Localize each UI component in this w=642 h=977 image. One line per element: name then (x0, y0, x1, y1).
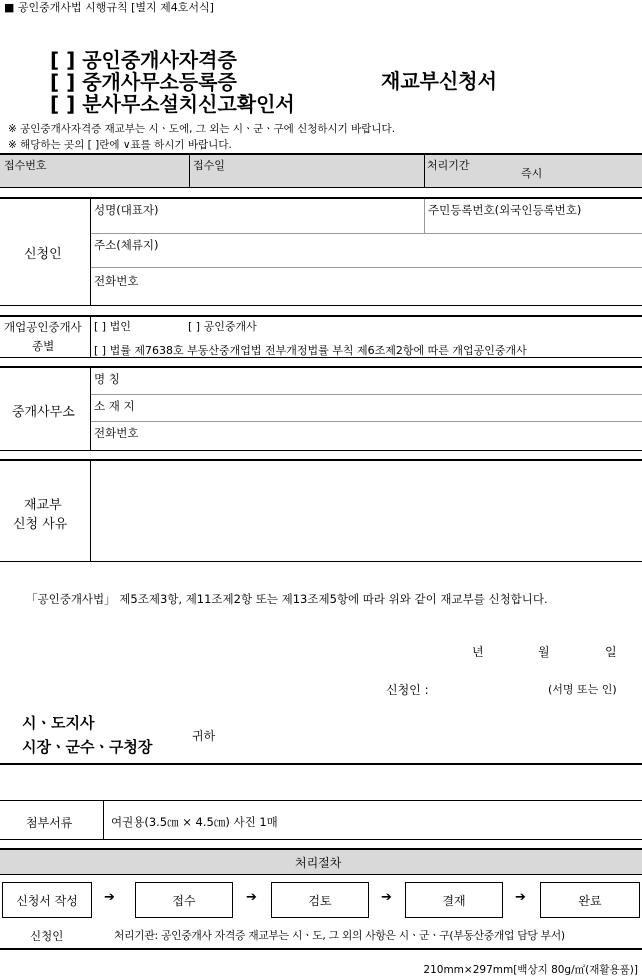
date-month-label[interactable]: 월 (538, 645, 550, 659)
procedure-step-application: 신청서 작성 (2, 882, 92, 918)
type-option-licensed-agent[interactable]: [ ] 공인중개사 (188, 320, 257, 333)
title-option-branch: [ ] 분사무소설치신고확인서 (50, 92, 295, 116)
arrow-right-icon: ➔ (515, 890, 526, 905)
applicant-name-label[interactable]: 성명(대표자) (94, 203, 159, 217)
receipt-date-label: 접수일 (193, 159, 225, 172)
procedure-title: 처리절차 (295, 856, 342, 870)
type-option-law-7638[interactable]: [ ] 법률 제7638호 부동산중개업법 전부개정법률 부칙 제6조제2항에 따른 개업공인중개사 (94, 344, 527, 357)
attachments-value: 여권용(3.5㎝ × 4.5㎝) 사진 1매 (111, 815, 278, 829)
title-option-registration: [ ] 중개사무소등록증 (50, 70, 237, 94)
arrow-right-icon: ➔ (381, 890, 392, 905)
applicant-id-label[interactable]: 주민등록번호(외국인등록번호) (428, 203, 582, 217)
reason-input-area[interactable] (91, 461, 642, 561)
signature-note[interactable]: (서명 또는 인) (548, 683, 617, 696)
receipt-row (0, 154, 642, 187)
office-location-label[interactable]: 소 재 지 (94, 399, 135, 413)
attachments-label: 첨부서류 (26, 816, 73, 830)
procedure-step-approval: 결재 (405, 882, 503, 918)
receipt-number-label: 접수번호 (4, 159, 47, 172)
procedure-step-receipt: 접수 (135, 882, 233, 918)
paper-spec: 210mm×297mm[백상지 80g/㎡(재활용품)] (423, 964, 638, 976)
office-name-label[interactable]: 명 칭 (94, 372, 120, 386)
type-section-label-2: 종별 (32, 339, 55, 353)
form-reference: ■ 공인중개사법 시행규칙 [별지 제4호서식] (4, 1, 214, 14)
type-option-corporation[interactable]: [ ] 법인 (94, 320, 131, 333)
arrow-right-icon: ➔ (104, 890, 115, 905)
reason-label-2: 신청 사유 (13, 517, 68, 532)
type-section-label-1: 개업공인중개사 (4, 320, 82, 334)
recipient-line-1: 시ㆍ도지사 (22, 714, 95, 732)
recipient-honorific: 귀하 (192, 729, 216, 743)
applicant-address-label[interactable]: 주소(체류지) (94, 238, 159, 252)
date-year-label[interactable]: 년 (472, 645, 484, 659)
declaration-text: 「공인중개사법」 제5조제3항, 제11조제2항 또는 제13조제5항에 따라 위와 같이 재교부를 신청합니다. (26, 592, 548, 606)
applicant-phone-label[interactable]: 전화번호 (94, 274, 139, 288)
title-main: 재교부신청서 (381, 69, 497, 93)
arrow-right-icon: ➔ (246, 890, 257, 905)
applicant-section-label: 신청인 (24, 247, 62, 262)
date-day-label[interactable]: 일 (605, 645, 617, 659)
processing-period-value: 즉시 (521, 167, 543, 180)
procedure-step-complete: 완료 (540, 882, 640, 918)
procedure-agency-note: 처리기관: 공인중개사 자격증 재교부는 시ㆍ도, 그 외의 사항은 시ㆍ군ㆍ구(부동산중개업 담당 부서) (114, 929, 565, 942)
title-option-certificate: [ ] 공인중개사자격증 (50, 48, 237, 72)
procedure-step-review: 검토 (271, 882, 369, 918)
office-phone-label[interactable]: 전화번호 (94, 426, 139, 440)
office-section-label: 중개사무소 (12, 405, 75, 420)
procedure-applicant-note: 신청인 (30, 929, 64, 943)
signature-applicant-label: 신청인 : (386, 683, 429, 697)
processing-period-label: 처리기간 (427, 159, 470, 172)
note-1: ※ 공인중개사자격증 재교부는 시ㆍ도에, 그 외는 시ㆍ군ㆍ구에 신청하시기 바랍니다. (8, 123, 396, 135)
recipient-line-2: 시장ㆍ군수ㆍ구청장 (22, 738, 153, 756)
reason-label-1: 재교부 (24, 498, 62, 513)
note-2: ※ 해당하는 곳의 [ ]란에 ∨표를 하시기 바랍니다. (8, 139, 232, 151)
